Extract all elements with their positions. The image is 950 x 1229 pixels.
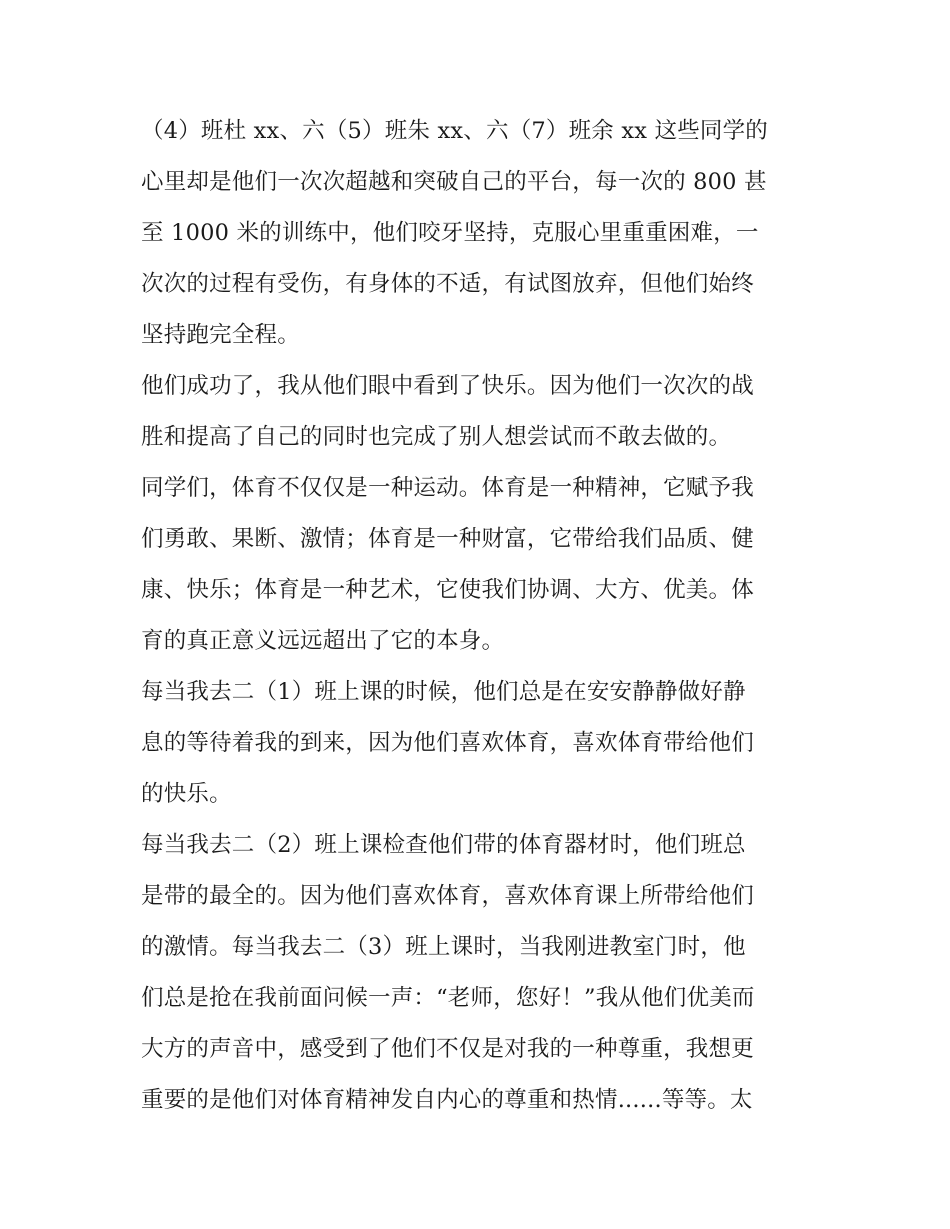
document-body <box>141 106 821 1126</box>
text-line: 的快乐。 <box>141 781 232 807</box>
text-line: 是带的最全的。因为他们喜欢体育，喜欢体育课上所带给他们 <box>141 883 754 909</box>
text-line: 每当我去二（1）班上课的时候，他们总是在安安静静做好静 <box>141 679 746 705</box>
text-line: 育的真正意义远远超出了它的本身。 <box>141 628 505 654</box>
text-line: 他们成功了，我从他们眼中看到了快乐。因为他们一次次的战 <box>141 373 754 399</box>
text-line: 至 1000 米的训练中，他们咬牙坚持，克服心里重重困难，一 <box>141 220 759 246</box>
text-line: 康、快乐；体育是一种艺术，它使我们协调、大方、优美。体 <box>141 577 754 603</box>
text-line: 同学们，体育不仅仅是一种运动。体育是一种精神，它赋予我 <box>141 475 754 501</box>
text-line: 大方的声音中，感受到了他们不仅是对我的一种尊重，我想更 <box>141 1036 754 1062</box>
text-line: 每当我去二（2）班上课检查他们带的体育器材时，他们班总 <box>141 832 746 858</box>
text-line: 坚持跑完全程。 <box>141 322 300 348</box>
text-line: 息的等待着我的到来，因为他们喜欢体育，喜欢体育带给他们 <box>141 730 754 756</box>
text-line: 胜和提高了自己的同时也完成了别人想尝试而不敢去做的。 <box>141 424 732 450</box>
text-line: 次次的过程有受伤，有身体的不适，有试图放弃，但他们始终 <box>141 271 754 297</box>
text-line: 们总是抢在我前面问候一声：“老师，您好！”我从他们优美而 <box>141 985 755 1011</box>
text-line: 的激情。每当我去二（3）班上课时，当我刚进教室门时，他 <box>141 934 746 960</box>
text-line: 们勇敢、果断、激情；体育是一种财富，它带给我们品质、健 <box>141 526 754 552</box>
text-line: 重要的是他们对体育精神发自内心的尊重和热情......等等。太 <box>141 1087 753 1113</box>
text-line: （4）班杜 xx、六（5）班朱 xx、六（7）班余 xx 这些同学的 <box>141 118 768 144</box>
text-line: 心里却是他们一次次超越和突破自己的平台，每一次的 800 甚 <box>141 169 767 195</box>
